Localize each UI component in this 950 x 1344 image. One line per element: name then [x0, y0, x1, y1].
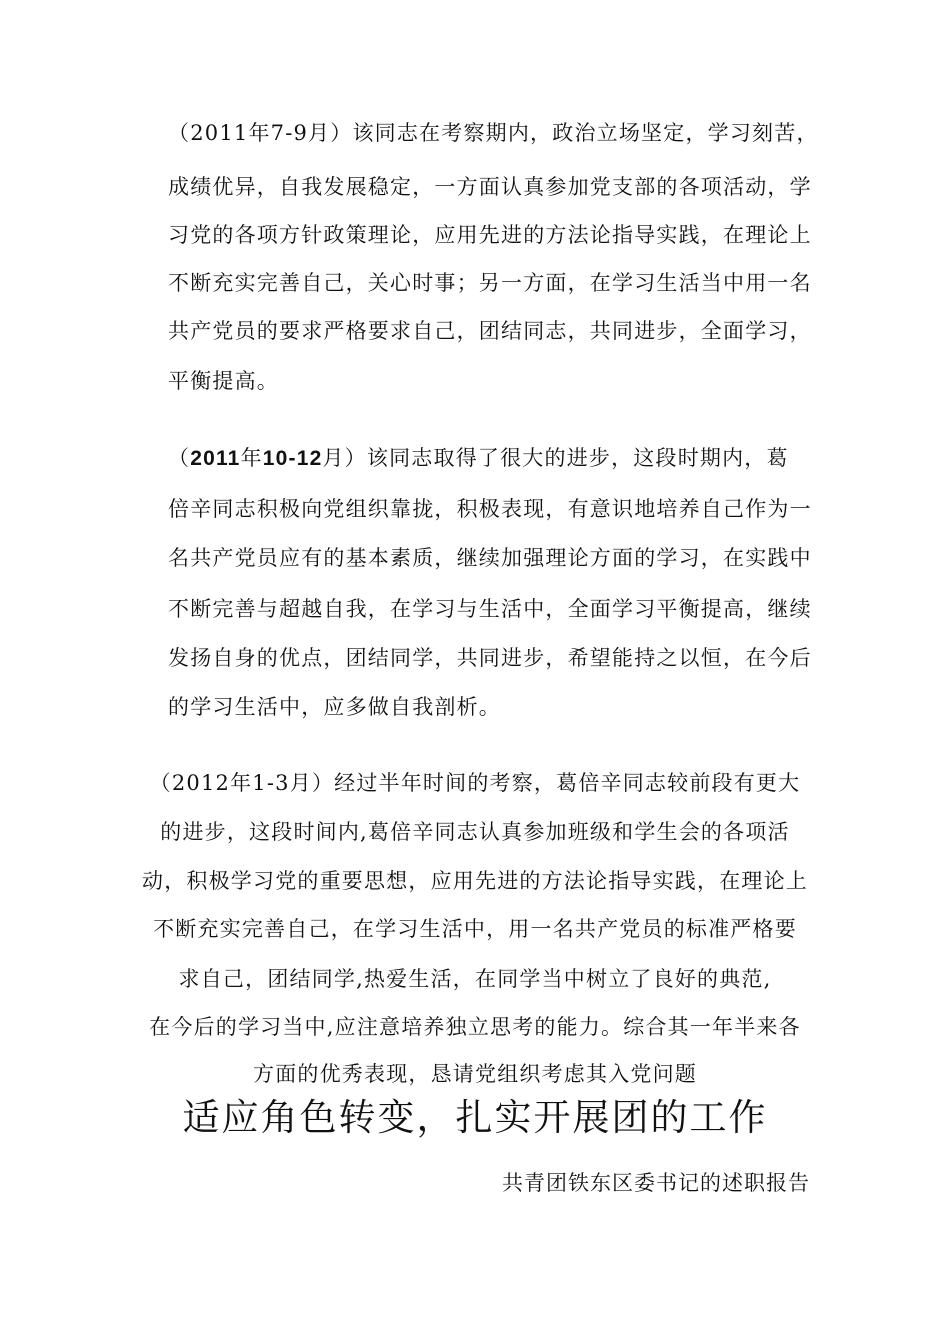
paragraph-3-line: 动，积极学习党的重要思想，应用先进的方法论指导实践，在理论上: [142, 869, 808, 893]
paragraph-2-line: 倍辛同志积极向党组织靠拢，积极表现，有意识地培养自己作为一: [168, 497, 812, 521]
paragraph-2-month-unit: 月）: [322, 446, 367, 470]
paragraph-2-line: 名共产党员应有的基本素质，继续加强理论方面的学习，在实践中: [168, 546, 812, 570]
section-heading: 适应角色转变，扎实开展团的工作: [182, 1096, 768, 1139]
paragraph-2-months: 10-12: [262, 447, 323, 470]
paragraph-3-line: 求自己，团结同学,热爱生活，在同学当中树立了良好的典范,: [178, 967, 772, 991]
paragraph-3-line: （2012年1-3月）经过半年时间的考察，葛倍辛同志较前段有更大: [149, 771, 801, 795]
paragraph-1-line: 平衡提高。: [168, 369, 279, 393]
paragraph-2-year: 2011: [190, 447, 241, 470]
paragraph-1-line: 共产党员的要求严格要求自己，团结同志，共同进步，全面学习，: [168, 319, 812, 343]
paragraph-1-line: （2011年7-9月）该同志在考察期内，政治立场坚定，学习刻苦，: [168, 121, 819, 145]
paragraph-2-line: 发扬自身的优点，团结同学，共同进步，希望能持之以恒，在今后: [168, 646, 812, 670]
paragraph-2-line1-rest: 该同志取得了很大的进步，这段时期内，葛: [366, 446, 789, 470]
paragraph-3-line: 的进步，这段时间内,葛倍辛同志认真参加班级和学生会的各项活: [160, 820, 790, 844]
paragraph-1-line: 不断充实完善自己，关心时事；另一方面，在学习生活当中用一名: [168, 271, 812, 295]
paragraph-1-line: 习党的各项方针政策理论，应用先进的方法论指导实践，在理论上: [168, 223, 812, 247]
paragraph-1-line: 成绩优异，自我发展稳定，一方面认真参加党支部的各项活动，学: [168, 175, 812, 199]
report-subtitle: 共青团铁东区委书记的述职报告: [502, 1171, 810, 1195]
paragraph-2-line: 不断完善与超越自我，在学习与生活中，全面学习平衡提高，继续: [168, 597, 812, 621]
paragraph-2-first-line: [168, 443, 789, 474]
paragraph-2-year-unit: 年: [240, 446, 263, 470]
paragraph-2-line: 的学习生活中，应多做自我剖析。: [168, 695, 501, 719]
paragraph-3-line: 在今后的学习当中,应注意培养独立思考的能力。综合其一年半来各: [149, 1015, 801, 1039]
paragraph-3-line: 不断充实完善自己，在学习生活中，用一名共产党员的标准严格要: [153, 917, 797, 941]
paragraph-2-open: （: [168, 446, 191, 470]
paragraph-3-line: 方面的优秀表现，恳请党组织考虑其入党问题: [253, 1062, 697, 1086]
